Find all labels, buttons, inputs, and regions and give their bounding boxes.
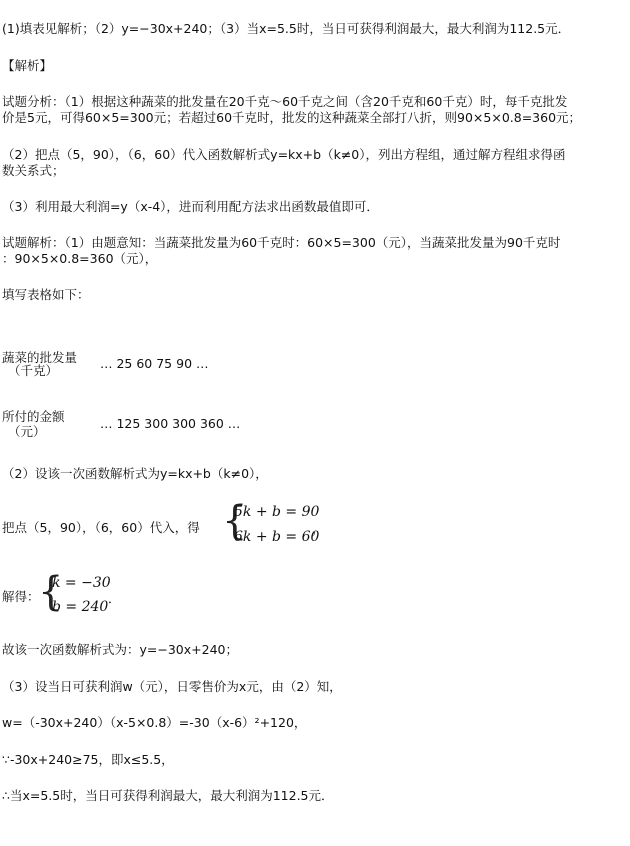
part3-w-expression: w=（-30x+240）（x-5×0.8）=-30（x-6）²+120， <box>2 715 307 730</box>
brace-icon: { <box>38 569 64 615</box>
row1-label-line2: （千克） <box>8 363 59 378</box>
analysis-p2-line2: 数关系式； <box>2 163 65 178</box>
analysis-p2-line1: （2）把点（5，90），（6，60）代入函数解析式y=kx+b（k≠0），列出方程组，通过解方程组求得函 <box>2 147 566 162</box>
equation-system-comma: ， <box>312 521 325 536</box>
solution-p1-line1: 试题解析：（1）由题意知：当蔬菜批发量为60千克时：60×5=300（元），当蔬菜批发量为90千克时 <box>2 235 561 250</box>
part3-intro: （3）设当日可获利润w（元），日零售价为x元，由（2）知， <box>2 679 342 694</box>
row1-values: … 25 60 75 90 … <box>100 356 209 371</box>
answer-line: (1)填表见解析；（2）y=−30x+240；（3）当x=5.5时，当日可获得利润最大，最大利润为112.5元． <box>2 21 571 36</box>
row2-label-line1: 所付的金额 <box>2 409 65 424</box>
row2-values: … 125 300 300 360 … <box>100 416 241 431</box>
solution-b: b = 240 <box>52 599 109 615</box>
part2-result: 故该一次函数解析式为：y=−30x+240； <box>2 642 238 657</box>
row1-label-line1: 蔬菜的批发量 <box>2 350 78 365</box>
analysis-p1-line2: 价是5元，可得60×5=300元；若超过60千克时，批发的这种蔬菜全部打八折，则90×5×0.8=360元； <box>2 110 582 125</box>
part3-conclusion: ∴当x=5.5时，当日可获得利润最大，最大利润为112.5元． <box>2 788 334 803</box>
analysis-p3: （3）利用最大利润=y（x-4），进而利用配方法求出函数最值即可． <box>2 199 379 214</box>
solution-system-period: ． <box>108 591 121 606</box>
equation-2: 6k + b = 60 <box>234 529 320 545</box>
part2-solve-label: 解得： <box>2 589 40 604</box>
part2-intro: （2）设该一次函数解析式为y=kx+b（k≠0）， <box>2 466 268 481</box>
solution-k: k = −30 <box>52 575 111 591</box>
part2-substitute: 把点（5，90），（6，60）代入，得 <box>2 520 200 535</box>
fill-table-label: 填写表格如下： <box>2 287 90 302</box>
part3-because: ∵-30x+240≥75，即x≤5.5， <box>2 752 174 767</box>
analysis-heading: 【解析】 <box>2 58 53 73</box>
analysis-p1-line1: 试题分析：（1）根据这种蔬菜的批发量在20千克～60千克之间（含20千克和60千克）时，每千克批发 <box>2 94 568 109</box>
row2-label-line2: （元） <box>8 424 46 439</box>
solution-p1-line2: ：90×5×0.8=360（元）， <box>2 251 158 266</box>
brace-icon: { <box>222 498 248 544</box>
equation-1: 5k + b = 90 <box>234 504 320 520</box>
